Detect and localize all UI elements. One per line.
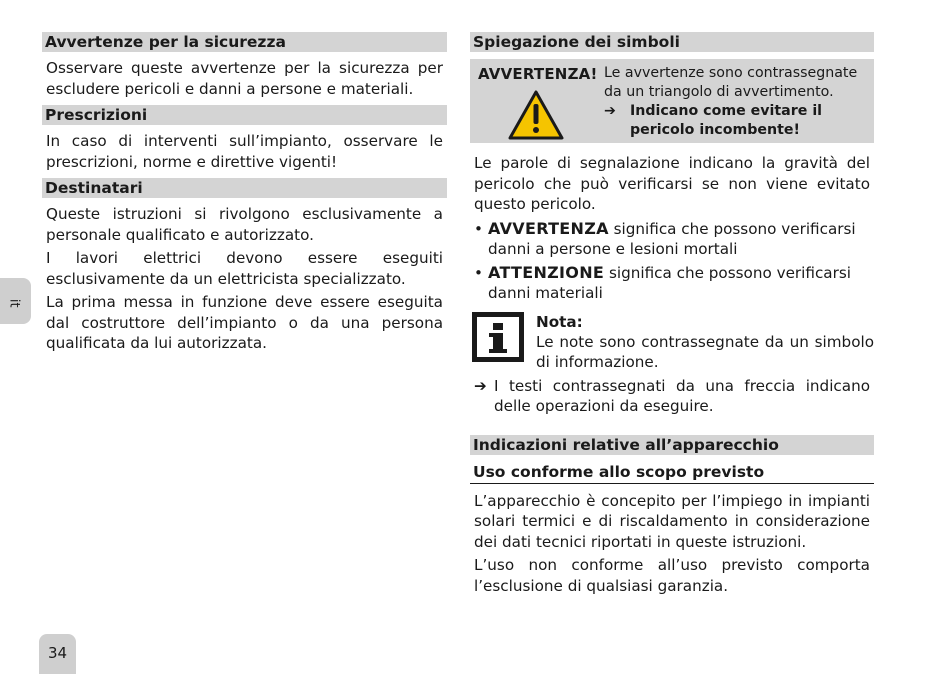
device-paragraph: L’uso non conforme all’uso previsto comporta l’esclusione di qualsiasi garanzia. bbox=[474, 556, 870, 595]
warning-description bbox=[604, 64, 872, 140]
safety-text: Osservare queste avvertenze per la sicurezza per escludere pericoli e danni a persone e materiali. bbox=[46, 59, 443, 98]
arrow-note bbox=[474, 376, 870, 417]
bullet-keyword: AVVERTENZA bbox=[488, 218, 609, 238]
warning-bold-text: Indicano come evitare il pericolo incombente! bbox=[630, 103, 823, 138]
bullet-text: significa che possono verificarsi danni materiali bbox=[488, 263, 851, 302]
section-title-safety: Avvertenze per la sicurezza bbox=[42, 32, 447, 52]
list-item bbox=[474, 219, 870, 260]
left-column bbox=[42, 32, 447, 354]
audience-paragraph: Queste istruzioni si rivolgono esclusivamente a personale qualificato e autorizzato. bbox=[46, 205, 443, 244]
info-icon bbox=[472, 312, 524, 362]
page-number: 34 bbox=[47, 644, 68, 662]
bullet-keyword: ATTENZIONE bbox=[488, 262, 605, 282]
arrow-right-icon: ➔ bbox=[604, 103, 616, 119]
subsection-title-intended-use: Uso conforme allo scopo previsto bbox=[470, 462, 874, 484]
list-item bbox=[474, 263, 870, 304]
warning-text: Le avvertenze sono contrassegnate da un triangolo di avvertimento. bbox=[604, 65, 858, 100]
signal-words-text: Le parole di segnalazione indicano la gravità del pericolo che può verificarsi se non viene evitato questo pericolo. bbox=[474, 154, 870, 213]
audience-paragraph: La prima messa in funzione deve essere eseguita dal costruttore dell’impianto o da una persona qualificata da lui autorizzata. bbox=[46, 293, 443, 352]
device-paragraph: L’apparecchio è concepito per l’impiego in impianti solari termici e di riscaldamento in considerazione dei dati tecnici riportati in queste istruzioni. bbox=[474, 491, 870, 551]
section-title-device: Indicazioni relative all’apparecchio bbox=[470, 435, 874, 455]
language-code: it bbox=[6, 298, 22, 308]
arrow-note-text: I testi contrassegnati da una freccia indicano delle operazioni da eseguire. bbox=[494, 376, 870, 415]
section-title-audience: Destinatari bbox=[42, 178, 447, 198]
right-column bbox=[470, 32, 874, 596]
audience-paragraph: I lavori elettrici devono essere eseguiti esclusivamente da un elettricista specializzato. bbox=[46, 249, 443, 288]
bullet-text: significa che possono verificarsi danni a persone e lesioni mortali bbox=[488, 219, 856, 258]
warning-triangle-icon bbox=[507, 89, 565, 141]
section-title-regulations: Prescrizioni bbox=[42, 105, 447, 125]
note-title: Nota: bbox=[536, 312, 583, 331]
warning-instruction bbox=[604, 102, 872, 140]
arrow-right-icon: ➔ bbox=[474, 376, 487, 395]
warning-box bbox=[470, 59, 874, 143]
section-title-symbols: Spiegazione dei simboli bbox=[470, 32, 874, 52]
bullet-dot: • bbox=[474, 263, 483, 282]
page-number-tab bbox=[39, 634, 76, 674]
warning-label: AVVERTENZA! bbox=[478, 65, 598, 83]
note-block bbox=[470, 312, 874, 376]
regulations-text: In caso di interventi sull’impianto, osservare le prescrizioni, norme e direttive vigenti! bbox=[46, 132, 443, 171]
note-text: Le note sono contrassegnate da un simbolo di informazione. bbox=[536, 332, 874, 371]
language-tab bbox=[0, 278, 31, 324]
bullet-dot: • bbox=[474, 219, 483, 238]
